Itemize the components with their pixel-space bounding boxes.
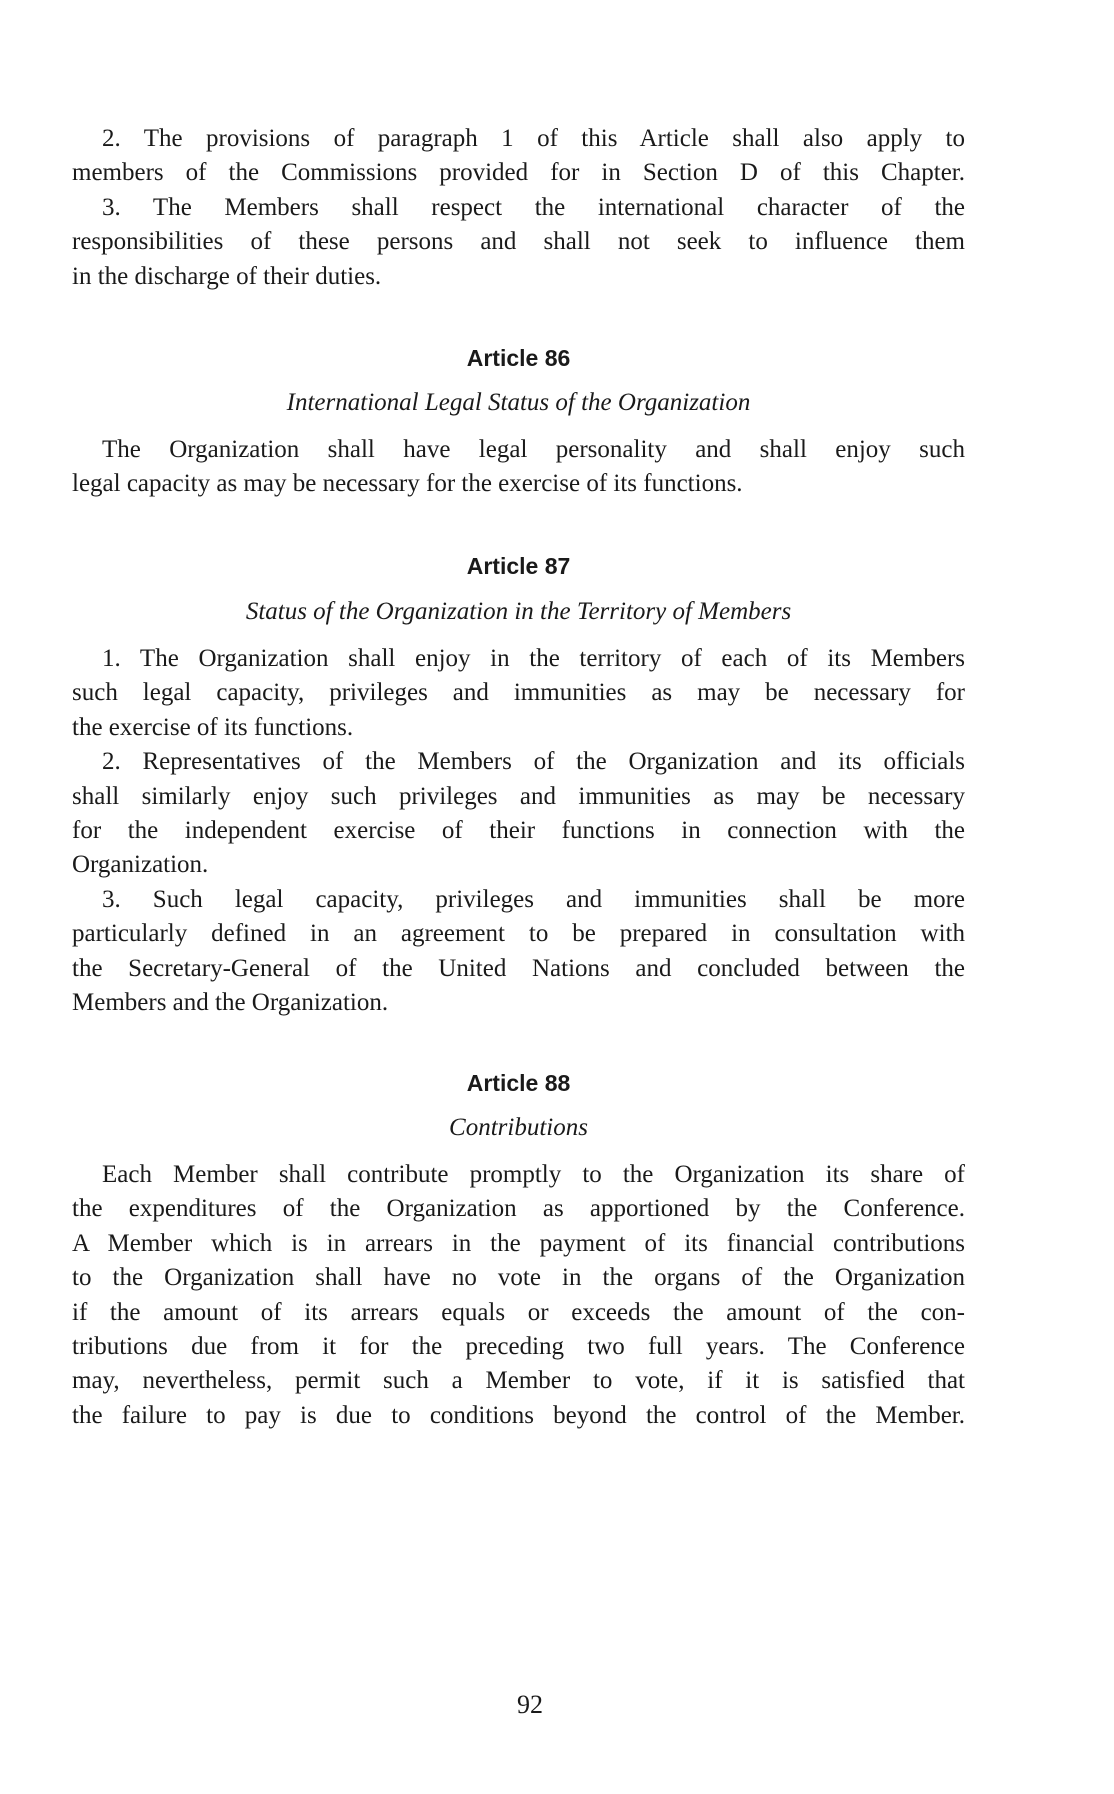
text-line: shall similarly enjoy such privileges and immunities as may be necessary xyxy=(72,782,965,810)
text-line: 3. The Members shall respect the international character of the xyxy=(102,193,965,221)
article-86-subtitle: International Legal Status of the Organization xyxy=(286,389,751,416)
text-line: 2. Representatives of the Members of the Organization and its officials xyxy=(102,748,965,776)
article-87-body xyxy=(72,642,965,1020)
text-line: the Secretary-General of the United Nations and concluded between the xyxy=(72,954,965,982)
text-line: to the Organization shall have no vote in the organs of the Organization xyxy=(72,1264,965,1292)
text-line: legal capacity as may be necessary for the exercise of its functions. xyxy=(72,470,743,498)
article-87-heading: Article 87 xyxy=(466,553,571,579)
text-line: Organization. xyxy=(72,851,209,879)
article-88-heading: Article 88 xyxy=(466,1070,571,1096)
text-line: particularly defined in an agreement to be prepared in consultation with xyxy=(72,920,965,948)
text-line: the exercise of its functions. xyxy=(72,713,354,741)
intro-paragraphs xyxy=(72,122,965,294)
text-line: may, nevertheless, permit such a Member to vote, if it is satisfied that xyxy=(72,1367,965,1395)
text-line: tributions due from it for the preceding two full years. The Conference xyxy=(72,1332,965,1360)
text-line: 1. The Organization shall enjoy in the territory of each of its Members xyxy=(102,645,965,672)
text-line: Members and the Organization. xyxy=(72,988,389,1016)
text-line: Each Member shall contribute promptly to the Organization its share of xyxy=(102,1161,965,1188)
article-88-body xyxy=(72,1158,965,1433)
text-line: 3. Such legal capacity, privileges and immunities shall be more xyxy=(102,885,965,913)
article-87-subtitle: Status of the Organization in the Territory of Members xyxy=(245,598,792,625)
article-86-heading: Article 86 xyxy=(466,345,571,371)
text-line: in the discharge of their duties. xyxy=(72,262,382,290)
text-line: A Member which is in arrears in the payment of its financial contributions xyxy=(72,1229,965,1257)
text-line: such legal capacity, privileges and immunities as may be necessary for xyxy=(72,679,965,707)
text-line: if the amount of its arrears equals or exceeds the amount of the con- xyxy=(72,1298,965,1326)
page-number: 92 xyxy=(517,1690,543,1719)
article-88-subtitle: Contributions xyxy=(449,1114,588,1141)
text-line: responsibilities of these persons and shall not seek to influence them xyxy=(72,228,965,256)
text-line: The Organization shall have legal personality and shall enjoy such xyxy=(102,436,965,463)
text-line: members of the Commissions provided for in Section D of this Chapter. xyxy=(72,159,965,187)
text-line: the expenditures of the Organization as apportioned by the Conference. xyxy=(72,1195,965,1223)
text-line: 2. The provisions of paragraph 1 of this Article shall also apply to xyxy=(102,125,965,152)
text-line: the failure to pay is due to conditions beyond the control of the Member. xyxy=(72,1401,965,1429)
text-line: for the independent exercise of their functions in connection with the xyxy=(72,816,965,844)
article-86-body xyxy=(72,433,965,502)
